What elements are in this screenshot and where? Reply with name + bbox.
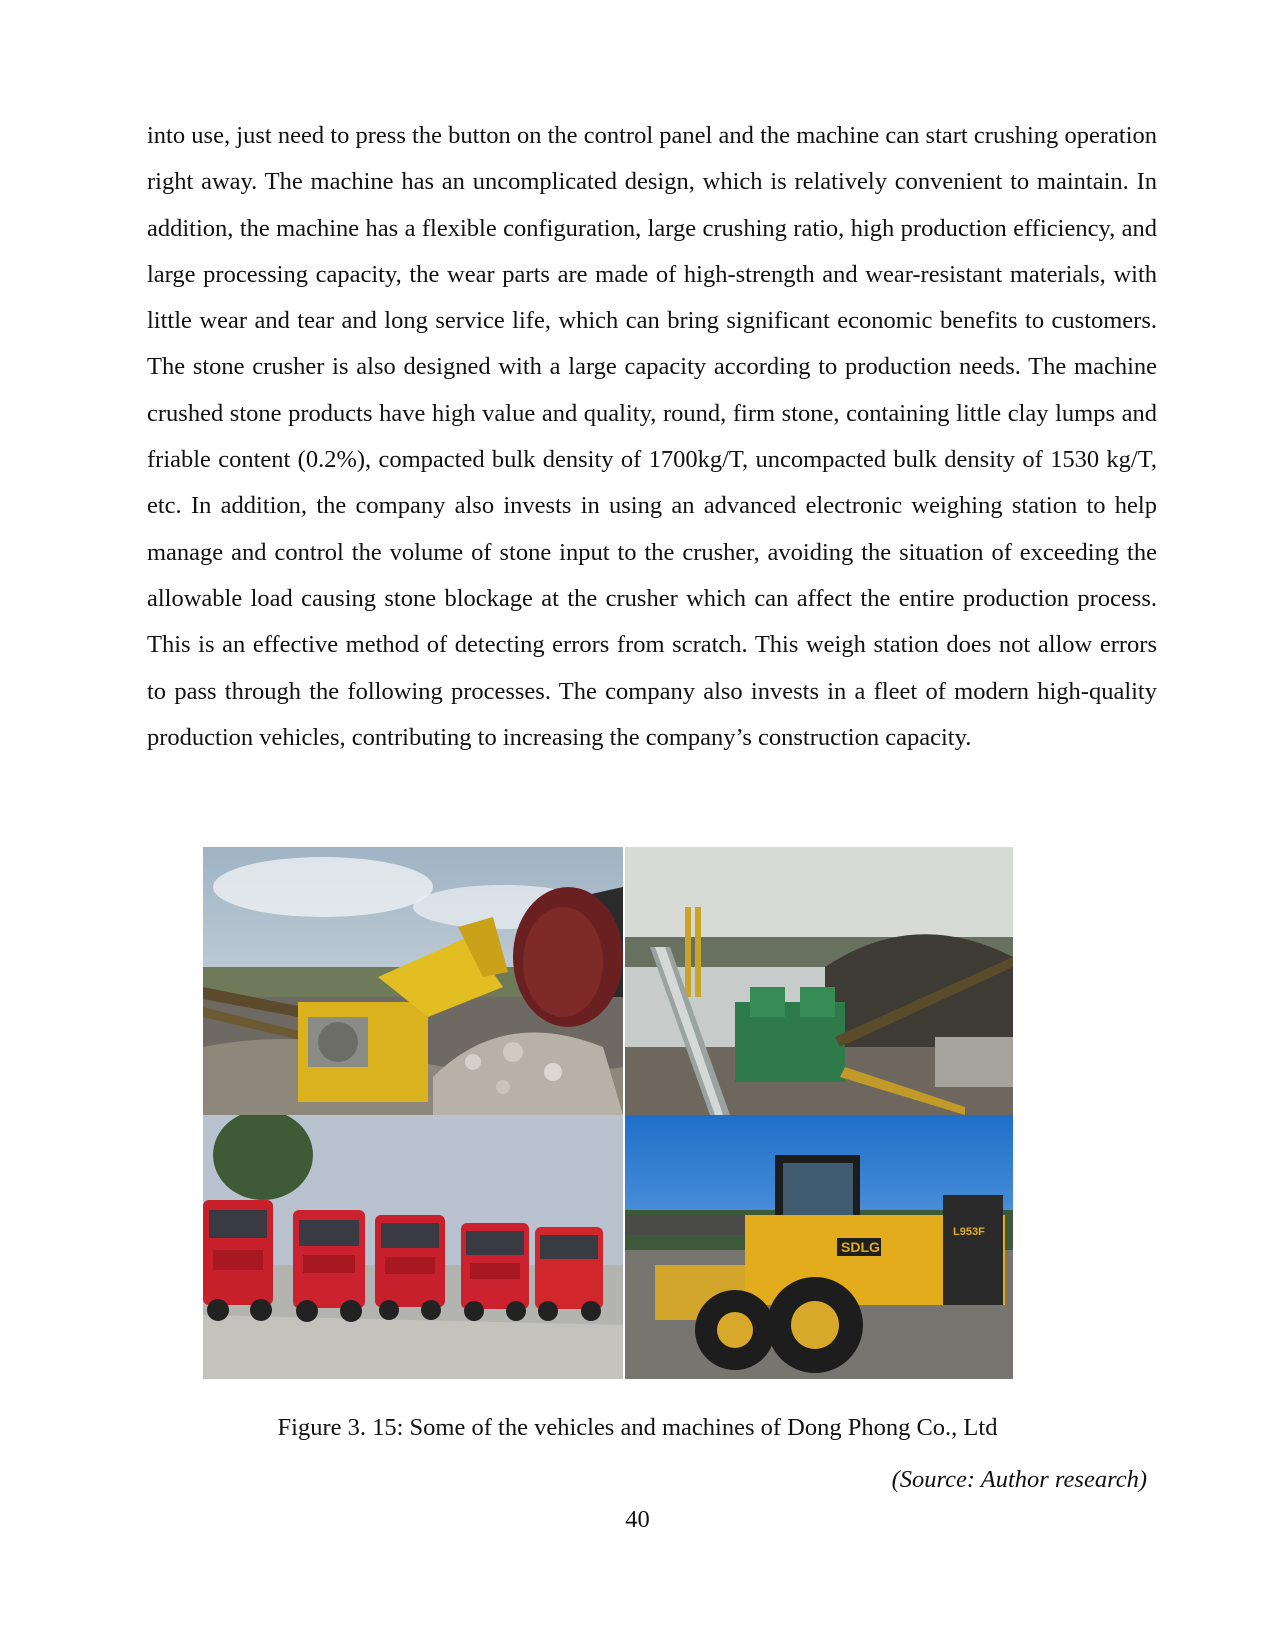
loader-brand-text: SDLG <box>841 1239 880 1255</box>
photo-jaw-crusher <box>203 847 623 1115</box>
photo-truck-fleet <box>203 1115 623 1379</box>
photo-wheel-loader <box>625 1115 1013 1379</box>
page-number: 40 <box>625 1506 650 1533</box>
figure-photo-grid <box>203 847 1013 1379</box>
photo-crushing-plant <box>625 847 1013 1115</box>
figure-source: (Source: Author research) <box>891 1466 1147 1493</box>
loader-model-text: L953F <box>953 1226 985 1238</box>
body-paragraph: into use, just need to press the button on the control panel and the machine can start crushing operation right away. The machine has an uncomplicated design, which is relatively convenient to maintain. In addition, the machine has a flexible configuration, large crushing ratio, high production efficiency, and large processing capacity, the wear parts are made of high-strength and wear-resistant materials, with little wear and tear and long service life, which can bring significant economic benefits to customers. The stone crusher is also designed with a large capacity according to production needs. The machine crushed stone products have high value and quality, round, firm stone, containing little clay lumps and friable content (0.2%), compacted bulk density of 1700kg/T, uncompacted bulk density of 1530 kg/T, etc. In addition, the company also invests in using an advanced electronic weighing station to help manage and control the volume of stone input to the crusher, avoiding the situation of exceeding the allowable load causing stone blockage at the crusher which can affect the entire production process. This is an effective method of detecting errors from scratch. This weigh station does not allow errors to pass through the following processes. The company also invests in a fleet of modern high-quality production vehicles, contributing to increasing the company’s construction capacity. <box>147 122 1157 751</box>
figure-caption: Figure 3. 15: Some of the vehicles and machines of Dong Phong Co., Ltd <box>277 1414 998 1441</box>
